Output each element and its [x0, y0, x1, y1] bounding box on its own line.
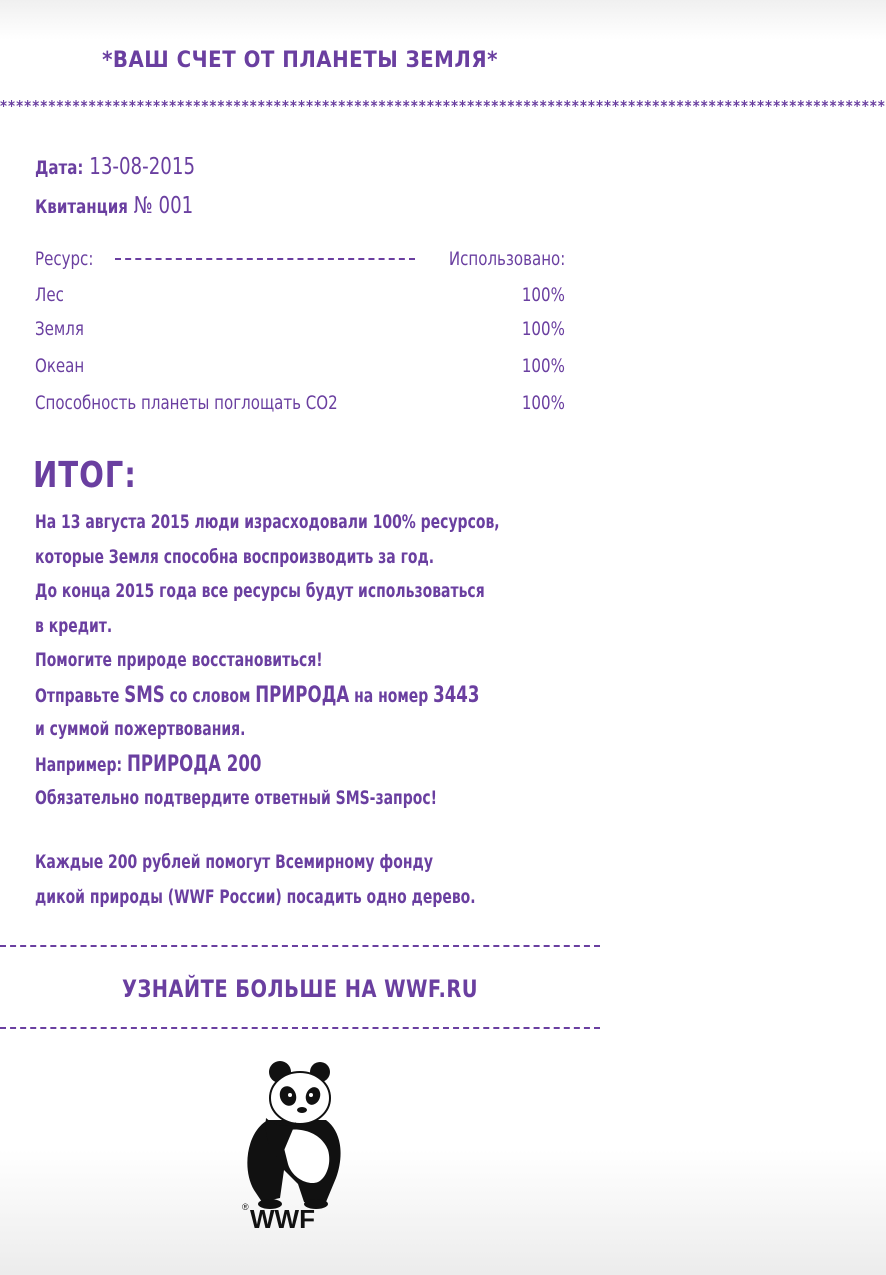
donation-line: дикой природы (WWF России) посадить одно дерево. [35, 886, 476, 908]
table-header [35, 246, 565, 272]
used-header: Использовано: [448, 248, 565, 270]
resource-value: 100% [521, 318, 565, 340]
wwf-logo-text: WWF [250, 1204, 315, 1234]
receipt-label: Квитанция [35, 196, 128, 218]
table-row [35, 353, 565, 379]
sms-suffix: на номер [354, 685, 429, 707]
panda-icon [240, 1060, 362, 1234]
receipt-number-line [35, 192, 193, 221]
sms-instruction [35, 679, 539, 714]
summary-line: в кредит. [35, 615, 113, 637]
sms-prefix: Отправьте [35, 685, 120, 707]
date-line [35, 153, 195, 182]
table-row [35, 390, 565, 416]
table-row [35, 282, 565, 308]
example-label: Например: [35, 754, 123, 776]
summary-line: Помогите природе восстановиться! [35, 650, 323, 671]
dashed-divider-top [0, 945, 600, 947]
table-row [35, 316, 565, 342]
learn-more-link[interactable]: УЗНАЙТЕ БОЛЬШЕ НА WWF.RU [122, 975, 478, 1003]
resource-value: 100% [521, 355, 565, 377]
summary-line: которые Земля способна воспроизводить за год. [35, 546, 435, 568]
sms-number: 3443 [433, 682, 480, 708]
date-label: Дата: [35, 157, 84, 179]
donation-line: Каждые 200 рублей помогут Всемирному фонду [35, 852, 433, 873]
dashed-leader [115, 258, 415, 260]
receipt-title: *ВАШ СЧЕТ ОТ ПЛАНЕТЫ ЗЕМЛЯ* [102, 48, 498, 73]
sms-word: SMS [124, 682, 165, 708]
sms-keyword: ПРИРОДА [255, 682, 350, 708]
date-value: 13-08-2015 [89, 154, 196, 180]
donation-note [35, 846, 539, 915]
resource-header: Ресурс: [35, 248, 94, 270]
summary-title: ИТОГ: [33, 455, 137, 496]
summary-text [35, 506, 539, 817]
receipt-value: № 001 [133, 193, 194, 219]
resource-name: Земля [35, 318, 84, 340]
summary-line: На 13 августа 2015 люди израсходовали 100% ресурсов, [35, 512, 500, 533]
dashed-divider-bottom [0, 1027, 600, 1029]
summary-line: До конца 2015 года все ресурсы будут использоваться [35, 581, 485, 602]
confirm-line: Обязательно подтвердите ответный SMS-запрос! [35, 788, 437, 809]
wwf-logo [240, 1060, 362, 1234]
registered-mark: ® [242, 1202, 249, 1212]
resource-value: 100% [521, 284, 565, 306]
example-value: ПРИРОДА 200 [126, 751, 262, 777]
sms-middle: со словом [169, 685, 251, 707]
example-line [35, 748, 539, 783]
resource-name: Лес [35, 284, 64, 306]
stars-separator: ************************************************************************************************************** [0, 97, 886, 115]
resource-name: Способность планеты поглощать CO2 [35, 392, 338, 414]
resource-value: 100% [521, 392, 565, 414]
resource-name: Океан [35, 355, 85, 377]
sms-line-2: и суммой пожертвования. [35, 719, 246, 740]
